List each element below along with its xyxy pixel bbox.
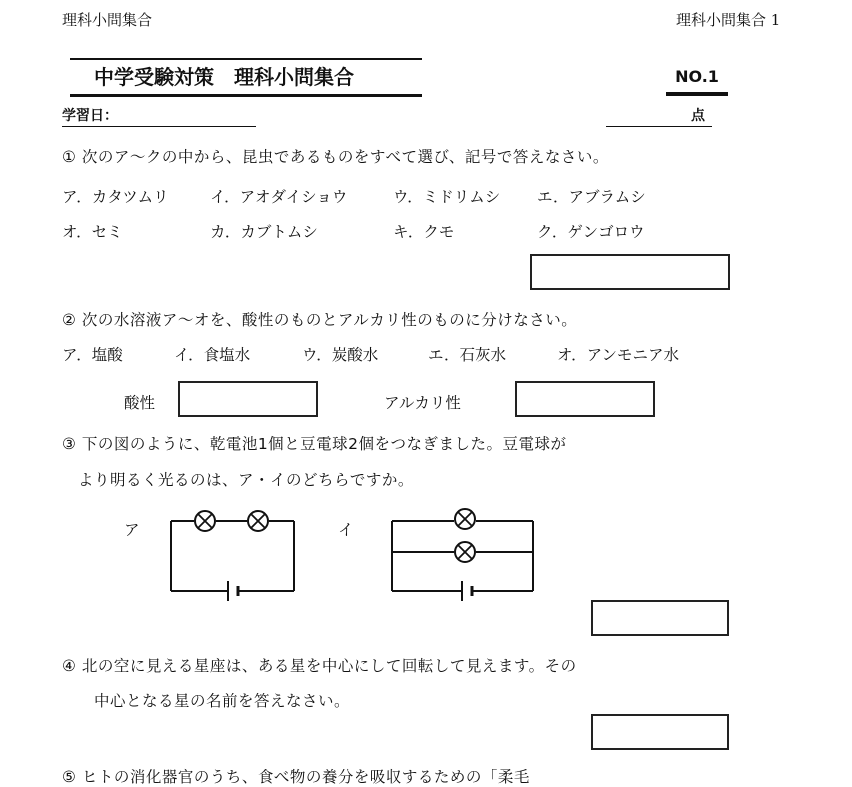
q1-option-u: ウ．ミドリムシ [393,188,501,206]
score-label: 点 [691,108,705,124]
battery-icon [462,581,472,601]
q1-option-ki: キ．クモ [393,223,455,241]
alkali-label: アルカリ性 [384,394,461,412]
sheet-number: NO.1 [666,64,728,96]
q2-option-i: イ．食塩水 [174,346,251,364]
study-date-label: 学習日： [62,108,118,124]
running-header-right: 理科小問集合 1 [676,11,781,29]
q1-option-ka: カ．カブトムシ [210,223,318,241]
bulb-icon [455,509,475,529]
page-title: 中学受験対策 理科小問集合 [70,58,422,97]
bulb-icon [455,542,475,562]
bulb-icon [248,511,268,531]
bulb-icon [195,511,215,531]
question-4-line-2: 中心となる星の名前を答えなさい。 [94,692,351,710]
circuit-a-label: ア [124,521,140,539]
circuit-b-label: イ [338,521,354,539]
q1-option-i: イ．アオダイショウ [210,188,348,206]
running-header-left: 理科小問集合 [62,11,153,29]
battery-icon [228,581,238,601]
q1-option-a: ア．カタツムリ [62,188,169,206]
question-2-text: ② 次の水溶液ア～オを、酸性のものとアルカリ性のものに分けなさい。 [62,311,578,329]
q2-option-e: エ．石灰水 [428,346,506,364]
q3-answer-box[interactable] [591,600,729,636]
question-5-line-1: ⑤ ヒトの消化器官のうち、食べ物の養分を吸収するための「柔毛 [62,768,530,786]
q2-option-o: オ．アンモニア水 [557,346,679,364]
question-3-line-1: ③ 下の図のように、乾電池1個と豆電球2個をつなぎました。豆電球が [62,435,567,453]
q2-option-a: ア．塩酸 [62,346,123,364]
q1-option-o: オ．セミ [62,223,123,241]
acid-label: 酸性 [124,394,156,412]
q2-option-u: ウ．炭酸水 [302,346,379,364]
q4-answer-box[interactable] [591,714,729,750]
question-4-line-1: ④ 北の空に見える星座は、ある星を中心にして回転して見えます。その [62,657,577,675]
question-1-text: ① 次のア～クの中から、昆虫であるものをすべて選び、記号で答えなさい。 [62,148,609,166]
question-3-line-2: より明るく光るのは、ア・イのどちらですか。 [78,471,414,489]
q1-option-ku: ク．ゲンゴロウ [537,223,645,241]
q1-option-e: エ．アブラムシ [537,188,646,206]
